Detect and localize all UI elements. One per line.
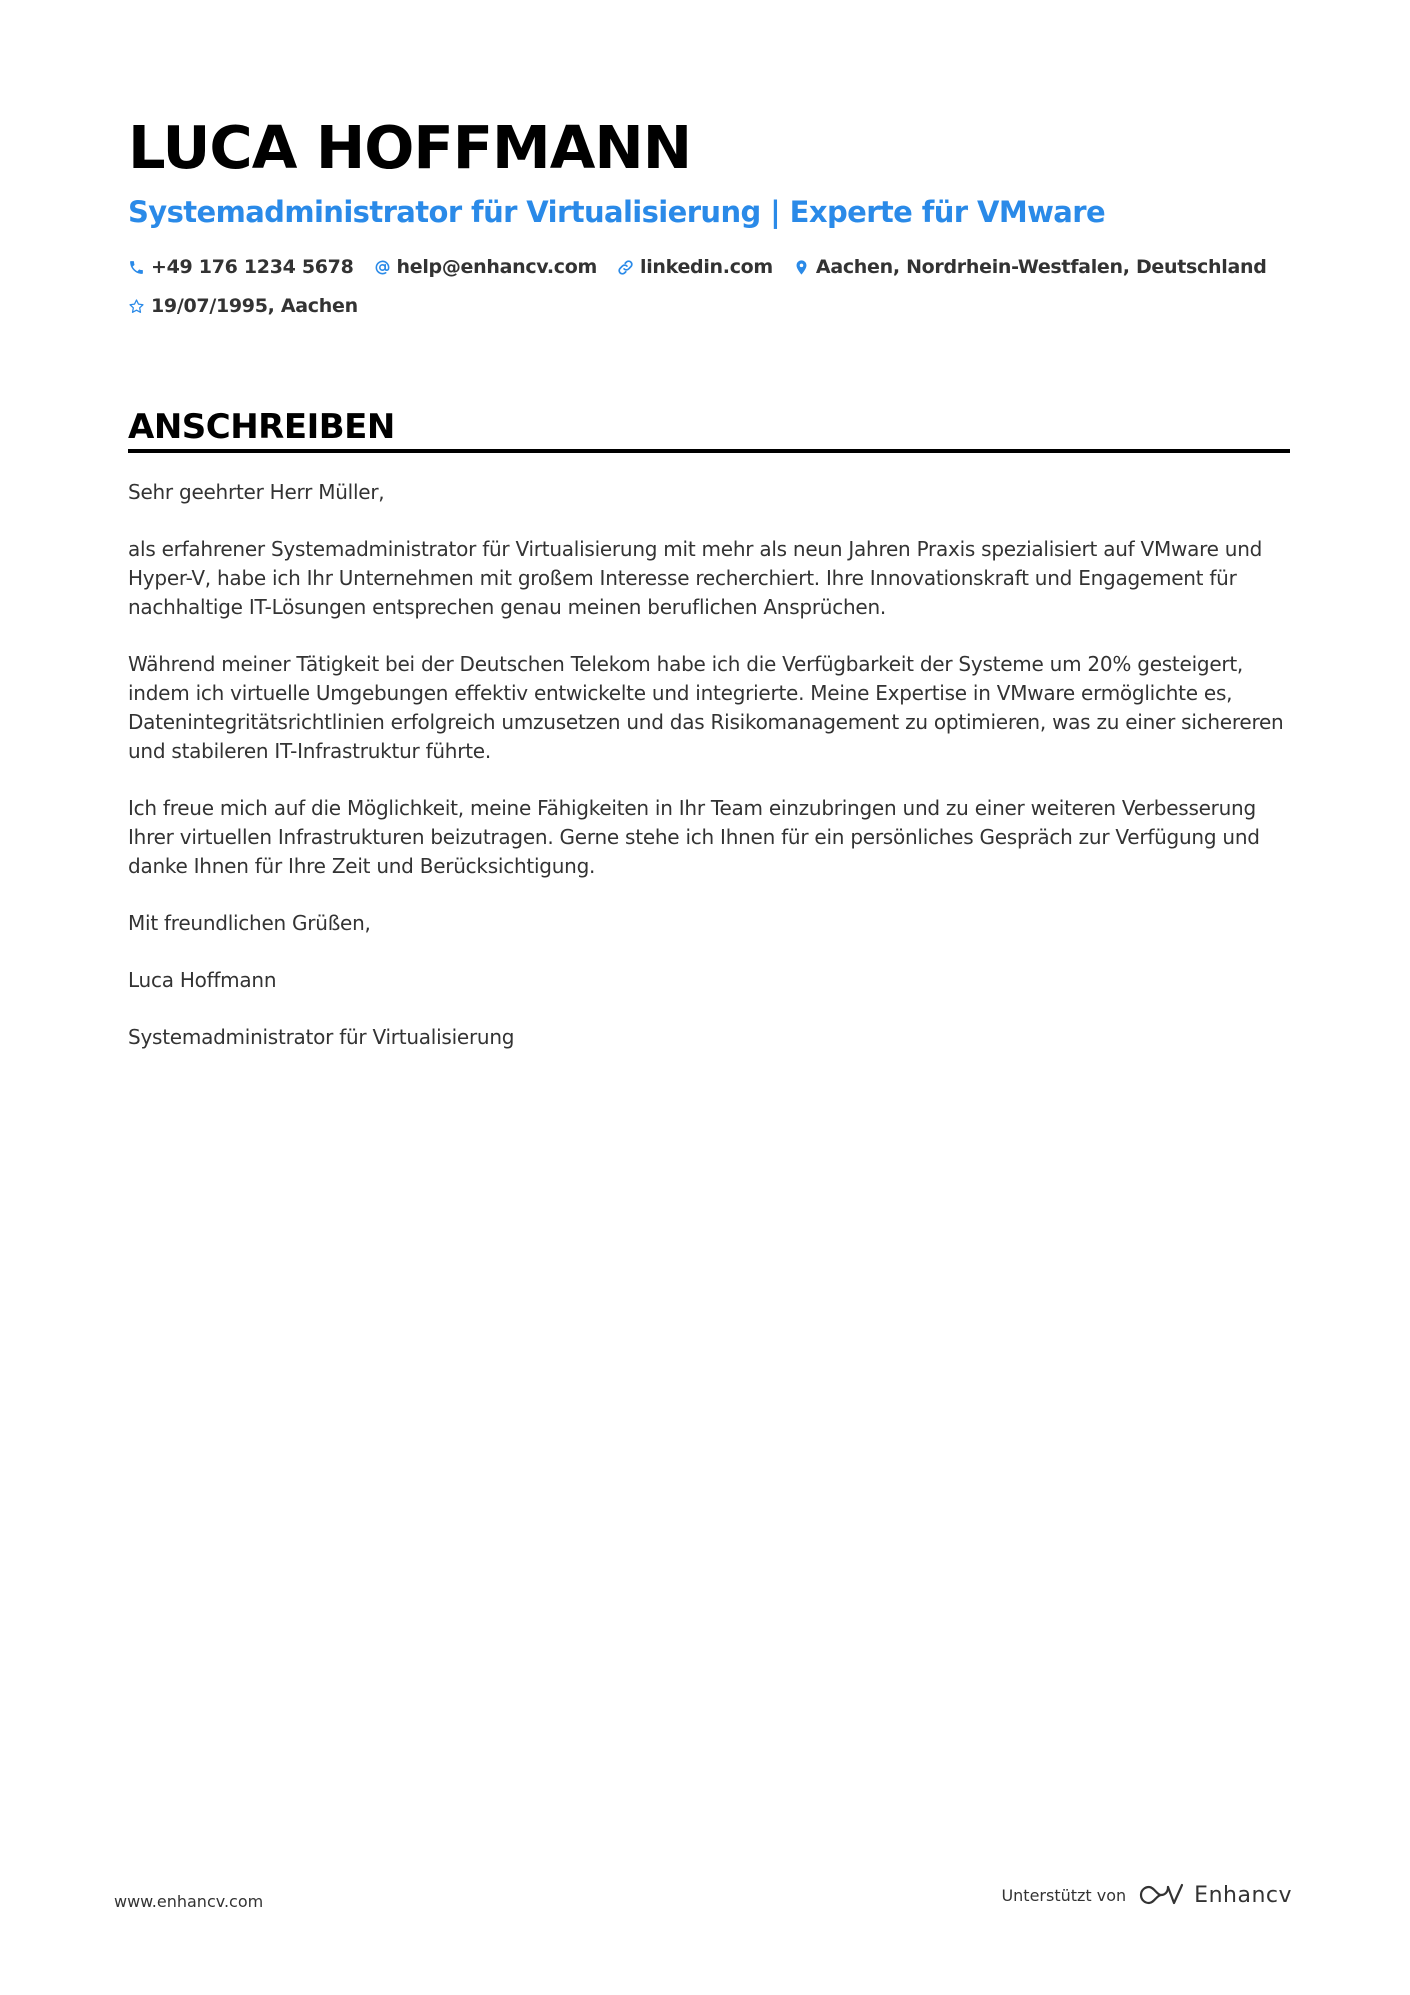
contact-birth	[128, 295, 358, 317]
section-title: ANSCHREIBEN	[128, 407, 395, 447]
phone-number: +49 176 1234 5678	[151, 256, 354, 278]
powered-by-text: Unterstützt von	[1001, 1885, 1127, 1905]
signature-name: Luca Hoffmann	[128, 968, 277, 992]
letter-paragraph: Während meiner Tätigkeit bei der Deutschen Telekom habe ich die Verfügbarkeit der Systeme um 20% gesteigert, indem ich virtuelle Umgebungen effektiv entwickelte und integrierte. Meine Expertise in VMware ermöglichte es, Datenintegritätsrichtlinien erfolgreich umzusetzen und das Risikomanagement zu optimieren, was zu einer sichereren und stabileren IT-Infrastruktur führte.	[128, 652, 1284, 763]
link-icon	[617, 259, 634, 276]
candidate-headline: Systemadministrator für Virtualisierung | Experte für VMware	[128, 195, 1106, 229]
enhancv-logo-icon	[1138, 1882, 1184, 1908]
birth-date-place: 19/07/1995, Aachen	[151, 295, 358, 317]
linkedin-url: linkedin.com	[639, 256, 773, 278]
brand-name: Enhancv	[1194, 1882, 1292, 1908]
letter-paragraph: Ich freue mich auf die Möglichkeit, meine Fähigkeiten in Ihr Team einzubringen und zu einer weiteren Verbesserung Ihrer virtuellen Infrastrukturen beizutragen. Gerne stehe ich Ihnen für ein persönliches Gespräch zur Verfügung und danke Ihnen für Ihre Zeit und Berücksichtigung.	[128, 796, 1260, 878]
contact-location	[793, 256, 1267, 278]
candidate-name: LUCA HOFFMANN	[128, 113, 692, 182]
letter-closing: Mit freundlichen Grüßen,	[128, 911, 371, 935]
footer-branding	[1001, 1882, 1292, 1908]
contact-row-1	[128, 252, 1290, 282]
phone-icon	[128, 259, 145, 276]
contact-row-2	[128, 291, 1290, 321]
email-address: help@enhancv.com	[396, 256, 597, 278]
location: Aachen, Nordrhein-Westfalen, Deutschland	[815, 256, 1267, 278]
contact-linkedin	[617, 256, 773, 278]
contact-phone	[128, 256, 354, 278]
section-divider	[128, 449, 1290, 453]
location-pin-icon	[793, 259, 810, 276]
contact-email	[374, 256, 597, 278]
contact-info	[128, 252, 1290, 330]
letter-salutation: Sehr geehrter Herr Müller,	[128, 480, 385, 504]
footer-website: www.enhancv.com	[114, 1892, 264, 1911]
cover-letter-body	[128, 478, 1290, 1080]
signature-title: Systemadministrator für Virtualisierung	[128, 1025, 515, 1049]
letter-paragraph: als erfahrener Systemadministrator für Virtualisierung mit mehr als neun Jahren Praxis spezialisiert auf VMware und Hyper-V, habe ich Ihr Unternehmen mit großem Interesse recherchiert. Ihre Innovationskraft und Engagement für nachhaltige IT-Lösungen entsprechen genau meinen beruflichen Ansprüchen.	[128, 537, 1263, 619]
at-icon	[374, 259, 391, 276]
star-icon	[128, 298, 145, 315]
